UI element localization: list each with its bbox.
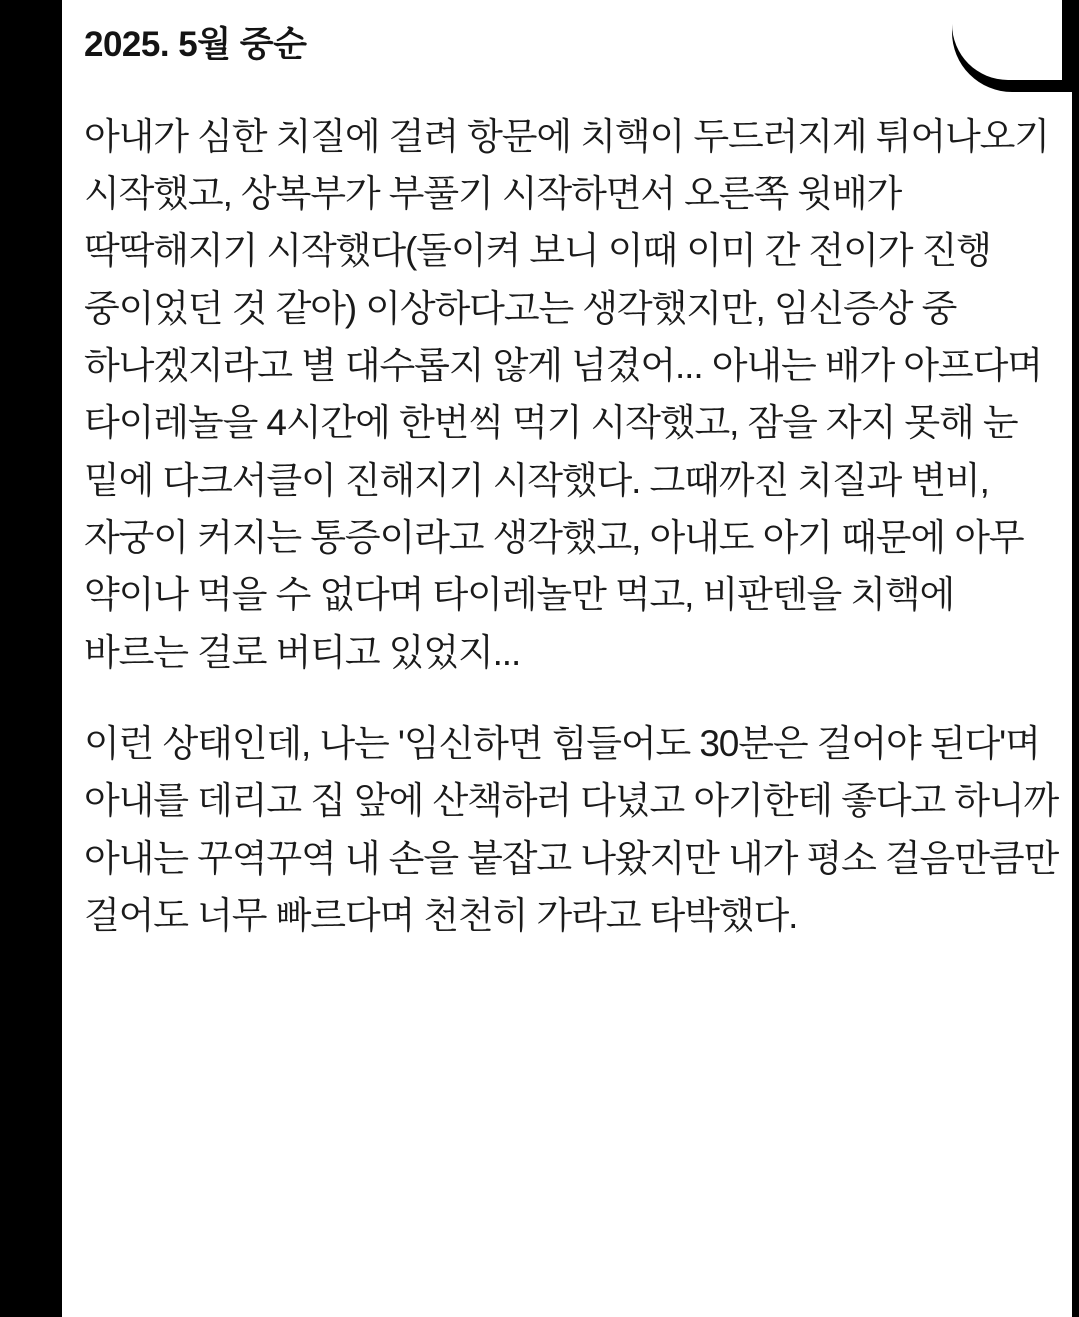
document-content [84,0,1060,944]
document-page [62,0,1072,1317]
page-title: 2025. 5월 중순 [84,25,307,64]
paragraph-1: 아내가 심한 치질에 걸려 항문에 치핵이 두드러지게 튀어나오기 시작했고, 상복부가 부풀기 시작하면서 오른쪽 윗배가 딱딱해지기 시작했다(돌이켜 보니 이때 이미 간 전이가 진행 중이었던 것 같아) 이상하다고는 생각했지만, 임신증상 중 하나겠지라고 별 대수롭지 않게 넘겼어... 아내는 배가 아프다며 타이레놀을 4시간에 한번씩 먹기 시작했고, 잠을 자지 못해 눈 밑에 다크서클이 진해지기 시작했다. 그때까진 치질과 변비, 자궁이 커지는 통증이라고 생각했고, 아내도 아기 때문에 아무 약이나 먹을 수 없다며 타이레놀만 먹고, 비판텐을 치핵에 바르는 걸로 버티고 있었지... [84,115,1049,673]
paragraph-2: 이런 상태인데, 나는 '임신하면 힘들어도 30분은 걸어야 된다'며 아내를 데리고 집 앞에 산책하러 다녔고 아기한테 좋다고 하니까 아내는 꾸역꾸역 내 손을 붙잡고 나왔지만 내가 평소 걸음만큼만 걸어도 너무 빠르다며 천천히 가라고 타박했다. [84,722,1059,936]
